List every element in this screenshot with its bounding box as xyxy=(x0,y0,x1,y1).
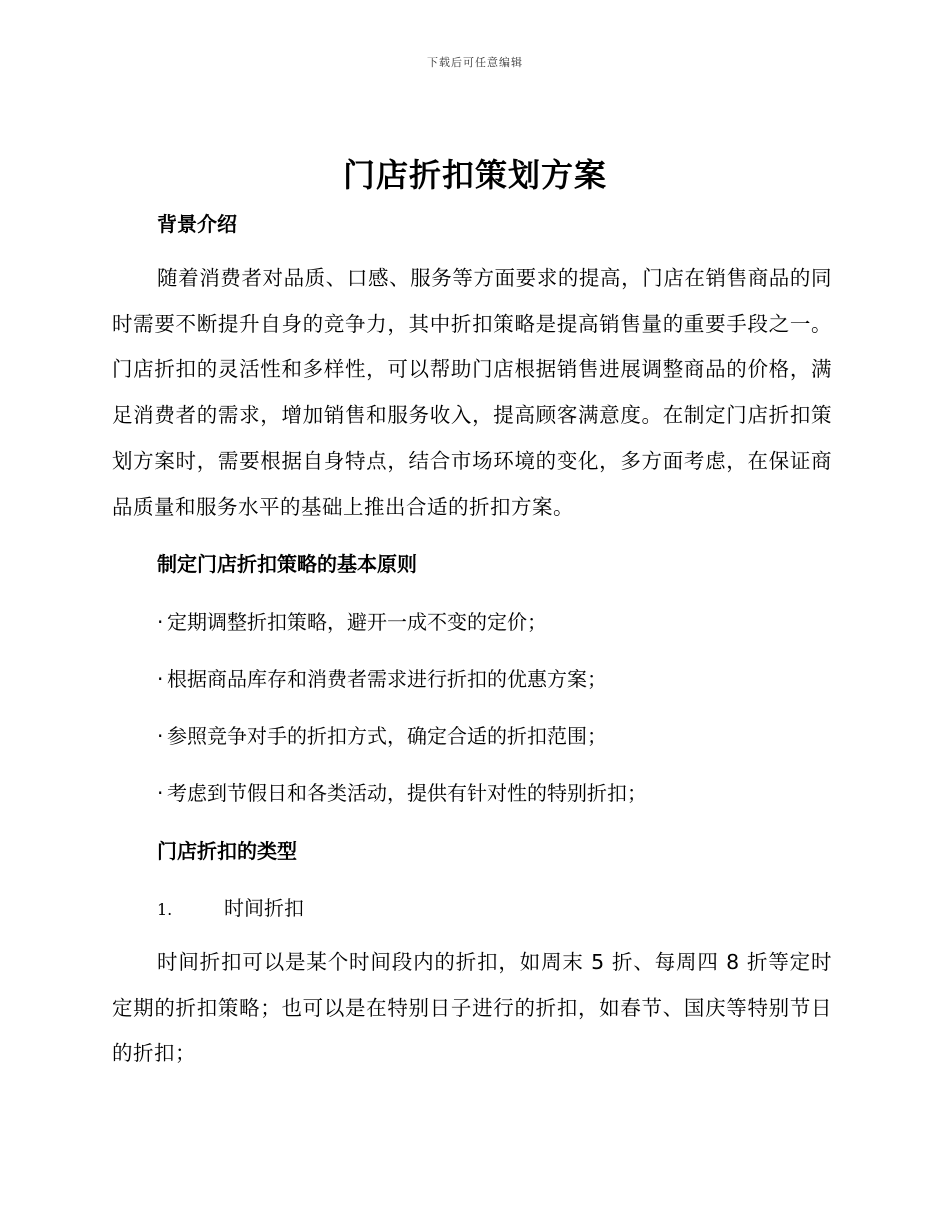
type-item-number: 1. xyxy=(157,900,173,919)
type-item-heading xyxy=(157,892,304,921)
bullet-marker: · xyxy=(157,781,164,805)
bullet-marker: · xyxy=(157,610,164,634)
section-heading-background: 背景介绍 xyxy=(157,212,237,236)
bullet-marker: · xyxy=(157,724,164,748)
section-heading-principles: 制定门店折扣策略的基本原则 xyxy=(157,552,417,576)
background-paragraph: 随着消费者对品质、口感、服务等方面要求的提高，门店在销售商品的同时需要不断提升自身的竞争力，其中折扣策略是提高销售量的重要手段之一。门店折扣的灵活性和多样性，可以帮助门店根据销售进展调整商品的价格，满足消费者的需求，增加销售和服务收入，提高顾客满意度。在制定门店折扣策划方案时，需要根据自身特点，结合市场环境的变化，多方面考虑，在保证商品质量和服务水平的基础上推出合适的折扣方案。 xyxy=(112,266,832,519)
principle-item-text: 考虑到节假日和各类活动，提供有针对性的特别折扣； xyxy=(167,781,647,805)
principle-item xyxy=(157,663,607,692)
section-heading-types: 门店折扣的类型 xyxy=(157,839,297,863)
page-header: 下载后可任意编辑 xyxy=(427,56,523,69)
principle-item-text: 根据商品库存和消费者需求进行折扣的优惠方案； xyxy=(167,667,607,691)
type-item-paragraph: 时间折扣可以是某个时间段内的折扣，如周末 5 折、每周四 8 折等定时定期的折扣策略；也可以是在特别日子进行的折扣，如春节、国庆等特别节日的折扣； xyxy=(112,950,832,1066)
principle-item xyxy=(157,777,647,806)
type-item-label: 时间折扣 xyxy=(224,896,304,920)
principle-item xyxy=(157,720,607,749)
principle-item-text: 参照竞争对手的折扣方式，确定合适的折扣范围； xyxy=(167,724,607,748)
principle-item xyxy=(157,606,547,635)
bullet-marker: · xyxy=(157,667,164,691)
document-title: 门店折扣策划方案 xyxy=(342,156,607,194)
principle-item-text: 定期调整折扣策略，避开一成不变的定价； xyxy=(167,610,547,634)
